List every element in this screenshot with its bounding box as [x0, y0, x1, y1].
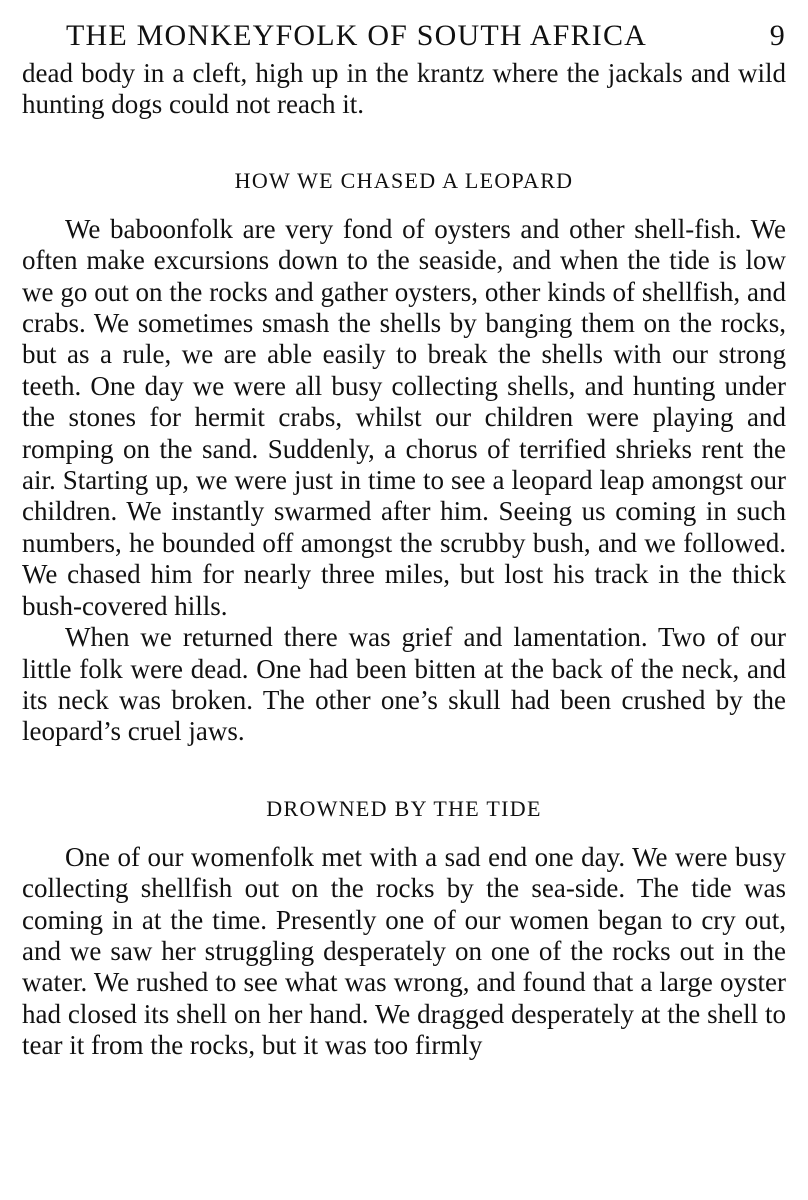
tide-paragraph-1: One of our womenfolk met with a sad end one day. We were busy collecting shellfish out on the rocks by the sea-side. The tide was coming in at the time. Presently one of our women began to cry out, and we saw her struggling desperately on one of the rocks out in the water. We rushed to see what was wrong, and found that a large oyster had closed its shell on her hand. We dragged desperately at the shell to tear it from the rocks, but it was too firmly	[22, 841, 786, 1061]
page-number: 9	[769, 19, 786, 52]
section-heading-tide: DROWNED BY THE TIDE	[266, 795, 542, 821]
leopard-paragraph-2: When we returned there was grief and lamentation. Two of our little folk were dead. One had been bitten at the back of the neck, and its neck was broken. The other one’s skull had been crushed by the leopard’s cruel jaws.	[22, 622, 786, 747]
book-page	[22, 14, 786, 1062]
continuation-paragraph: dead body in a cleft, high up in the krantz where the jackals and wild hunting dogs could not reach it.	[22, 58, 786, 120]
section-heading-leopard: HOW WE CHASED A LEOPARD	[234, 167, 574, 193]
running-head	[22, 14, 786, 58]
leopard-paragraph-1: We baboonfolk are very fond of oysters and other shell-fish. We often make excursions down to the seaside, and when the tide is low we go out on the rocks and gather oysters, other kinds of shellfish, and crabs. We sometimes smash the shells by banging them on the rocks, but as a rule, we are able easily to break the shells with our strong teeth. One day we were all busy collecting shells, and hunting under the stones for hermit crabs, whilst our children were playing and romping on the sand. Suddenly, a chorus of terrified shrieks rent the air. Starting up, we were just in time to see a leopard leap amongst our children. We instantly swarmed after him. Seeing us coming in such numbers, he bounded off amongst the scrubby bush, and we followed. We chased him for nearly three miles, but lost his track in the thick bush-covered hills.	[22, 213, 786, 621]
running-head-title: THE MONKEYFOLK OF SOUTH AFRICA	[66, 19, 648, 52]
